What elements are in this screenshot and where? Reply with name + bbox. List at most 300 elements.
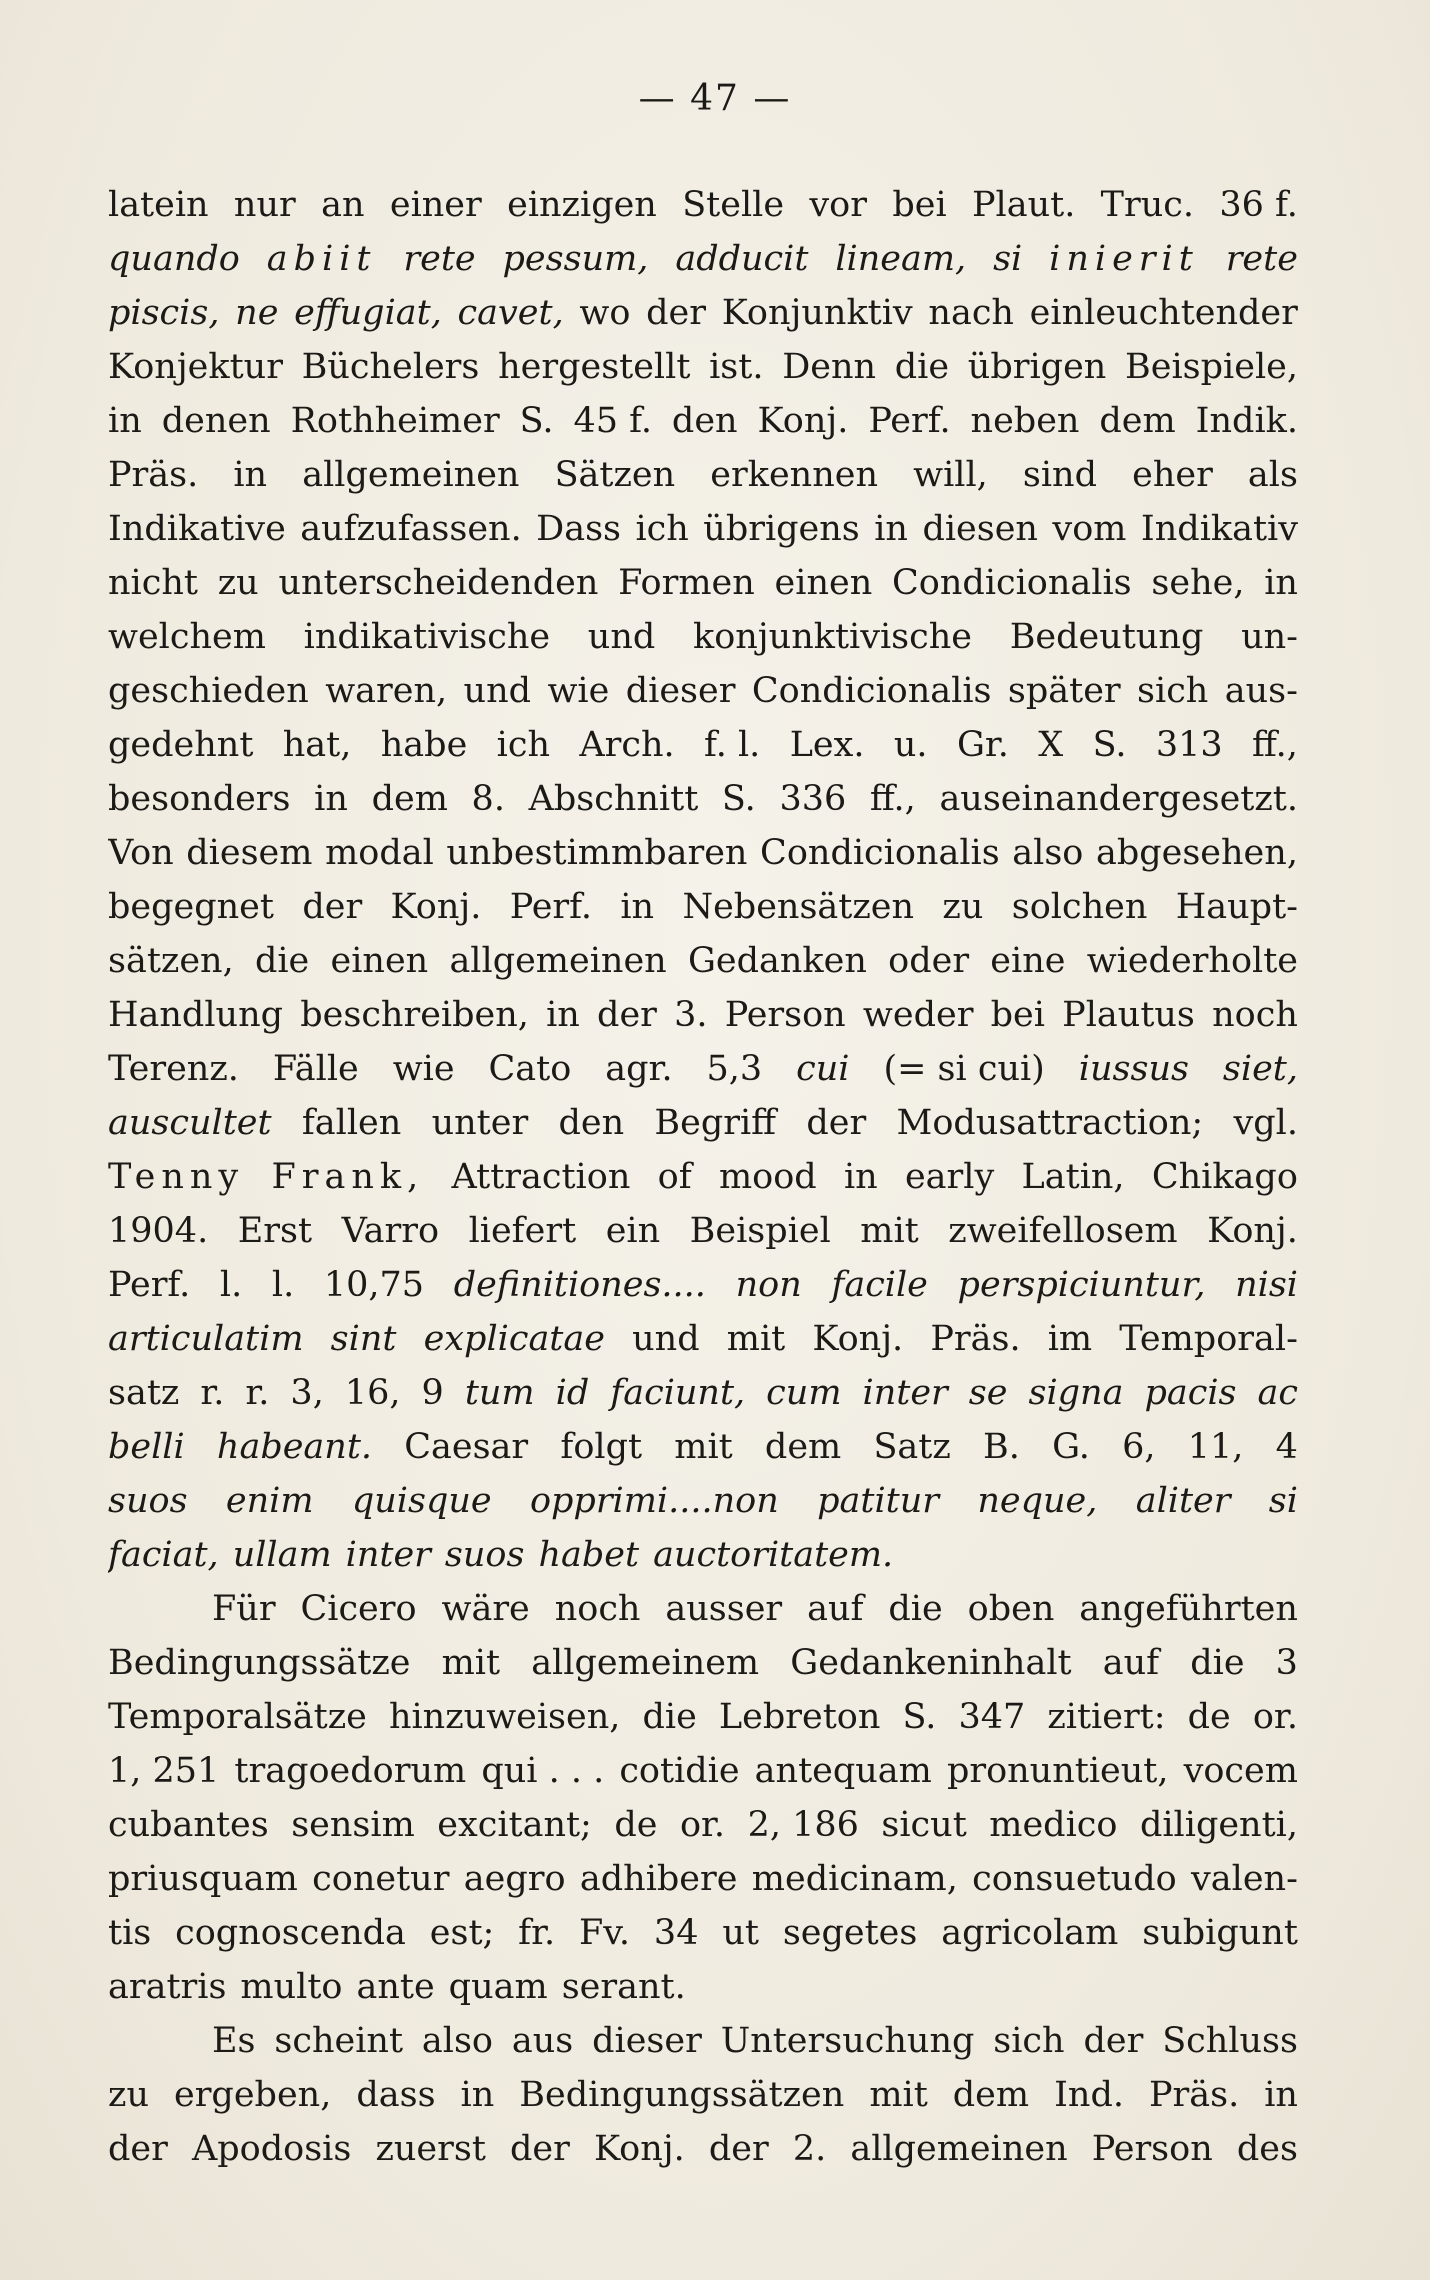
word: cum: [766, 1373, 842, 1413]
word: ein: [605, 1211, 661, 1251]
text-line: [108, 394, 1298, 448]
text-line: [108, 448, 1298, 502]
word: der: [708, 2129, 769, 2169]
word: sich: [993, 2021, 1065, 2061]
word: in: [1264, 563, 1298, 603]
word: indikativische: [303, 617, 551, 657]
word: will,: [913, 455, 988, 495]
word: noch: [554, 1589, 641, 1629]
word: Person: [1091, 2129, 1213, 2169]
word: mit: [674, 1427, 733, 1467]
word: Indikative: [108, 509, 286, 549]
word: valen-: [1191, 1859, 1298, 1899]
text-line: [108, 934, 1298, 988]
word: aufzufassen.: [300, 509, 522, 549]
word: aratris: [108, 1967, 227, 2007]
word: wo: [579, 293, 631, 333]
text-line: [108, 772, 1298, 826]
word: of: [657, 1157, 692, 1197]
word: der: [1083, 2021, 1144, 2061]
word: pronuntieut,: [946, 1751, 1169, 1791]
word: latein: [108, 185, 209, 225]
word: or.: [1252, 1697, 1298, 1737]
word: qui . . .: [481, 1751, 605, 1791]
word: S.: [1092, 725, 1127, 765]
text-line: [108, 1474, 1298, 1528]
word: nicht: [108, 563, 198, 603]
word: zweifellosem: [948, 1211, 1178, 1251]
word: Temporal-: [1119, 1319, 1298, 1359]
word: einen: [774, 563, 873, 603]
word: Caesar: [404, 1427, 529, 1467]
word: Tenny: [108, 1157, 245, 1197]
word: des: [1236, 2129, 1298, 2169]
word: aegro: [463, 1859, 566, 1899]
word: un-: [1241, 617, 1298, 657]
word: solchen: [1011, 887, 1148, 927]
word: Präs.: [1148, 2075, 1240, 2115]
word: Terenz.: [108, 1049, 239, 1089]
word: serant.: [561, 1967, 686, 2007]
word: den: [671, 401, 738, 441]
word: Gr.: [956, 725, 1009, 765]
word: inierit: [1049, 239, 1199, 279]
word: Fälle: [272, 1049, 359, 1089]
word: bei: [892, 185, 947, 225]
text-line: [108, 2122, 1298, 2176]
word: auseinandergesetzt.: [939, 779, 1298, 819]
page-number: — 47 —: [638, 78, 792, 119]
word: Attraction: [451, 1157, 631, 1197]
word: de: [614, 1805, 658, 1845]
word: dass: [356, 2075, 436, 2115]
word: Nebensätzen: [682, 887, 915, 927]
word: neque,: [977, 1481, 1098, 1521]
word: X: [1038, 725, 1064, 765]
word: einzigen: [507, 185, 657, 225]
text-line: [108, 556, 1298, 610]
word: Von: [108, 833, 174, 873]
word: 4: [1275, 1427, 1298, 1467]
text-line: [108, 1150, 1298, 1204]
word: der: [510, 2129, 570, 2169]
word: in: [108, 401, 142, 441]
word: eine: [990, 941, 1066, 981]
word: hinzuweisen,: [388, 1697, 621, 1737]
word: suos: [444, 1535, 525, 1575]
word: waren,: [325, 671, 448, 711]
text-line: [108, 1420, 1298, 1474]
word: priusquam: [108, 1859, 298, 1899]
word: zu: [108, 2075, 149, 2115]
word: Präs.: [108, 455, 199, 495]
word: bei: [990, 995, 1045, 1035]
word: sensim: [291, 1805, 415, 1845]
word: fr.: [518, 1913, 556, 1953]
word: cavet,: [457, 293, 564, 333]
word: Ind.: [1054, 2075, 1124, 2115]
text-line: [108, 1690, 1298, 1744]
text-line: [108, 718, 1298, 772]
word: habeant.: [216, 1427, 373, 1467]
word: ausser: [665, 1589, 783, 1629]
word: Präs.: [930, 1319, 1021, 1359]
word: sehe,: [1151, 563, 1245, 603]
word: subigunt: [1142, 1913, 1298, 1953]
word: also: [421, 2021, 493, 2061]
word: definitiones....: [453, 1265, 706, 1305]
word: Konjektur: [108, 347, 283, 387]
text-line: [108, 1906, 1298, 1960]
word: in: [620, 887, 655, 927]
word: 9: [421, 1373, 444, 1413]
word: allgemeinen: [850, 2129, 1068, 2169]
word: G.: [1052, 1427, 1090, 1467]
word: Truc.: [1100, 185, 1195, 225]
word: f. l.: [704, 725, 761, 765]
word: de: [1187, 1697, 1231, 1737]
word: Condicionalis: [892, 563, 1132, 603]
word: mood: [718, 1157, 817, 1197]
word: vor: [809, 185, 867, 225]
text-line: [108, 1042, 1298, 1096]
word: habe: [380, 725, 468, 765]
word: Bedingungssätzen: [519, 2075, 845, 2115]
body-text: [108, 178, 1298, 2176]
word: abgesehen,: [1095, 833, 1298, 873]
word: Perf.: [108, 1265, 191, 1305]
word: beschreiben,: [300, 995, 529, 1035]
word: Dass: [536, 509, 622, 549]
word: vom: [1052, 509, 1127, 549]
word: begegnet: [108, 887, 274, 927]
text-line: [108, 1204, 1298, 1258]
word: liefert: [468, 1211, 577, 1251]
word: übrigens: [703, 509, 860, 549]
word: si: [1268, 1481, 1298, 1521]
word: der: [646, 293, 706, 333]
word: pessum,: [502, 239, 649, 279]
word: facile: [831, 1265, 928, 1305]
word: early: [904, 1157, 995, 1197]
word: quando: [108, 239, 240, 279]
word: aliter: [1135, 1481, 1231, 1521]
word: mit: [869, 2075, 928, 2115]
word: dieser: [592, 2021, 702, 2061]
word: medicinam,: [751, 1859, 958, 1899]
word: Es: [212, 2021, 256, 2061]
word: weder: [862, 995, 974, 1035]
word: nach: [928, 293, 1014, 333]
text-line: [108, 286, 1298, 340]
text-line: [108, 880, 1298, 934]
text-line: [108, 1744, 1298, 1798]
word: der: [302, 887, 363, 927]
word: Beispiele,: [1125, 347, 1298, 387]
word: auf: [1102, 1643, 1160, 1683]
word: r.: [245, 1373, 270, 1413]
word: folgt: [560, 1427, 643, 1467]
word: articulatim: [108, 1319, 304, 1359]
word: 36 f.: [1219, 185, 1298, 225]
word: Stelle: [682, 185, 785, 225]
word: Abschnitt: [528, 779, 699, 819]
word: allgemeinen: [302, 455, 520, 495]
word: Bedingungssätze: [108, 1643, 411, 1683]
word: patitur: [817, 1481, 939, 1521]
word: zitiert:: [1047, 1697, 1166, 1737]
word: mit: [726, 1319, 786, 1359]
word: Gedanken: [687, 941, 867, 981]
word: 1, 251: [108, 1751, 220, 1791]
text-line: [108, 610, 1298, 664]
word: in: [460, 2075, 495, 2115]
word: nisi: [1235, 1265, 1298, 1305]
word: rete: [1225, 239, 1298, 279]
word: und: [463, 671, 532, 711]
word: ff.,: [869, 779, 916, 819]
word: Satz: [873, 1427, 951, 1467]
word: also: [1012, 833, 1084, 873]
word: 34: [653, 1913, 699, 1953]
text-line: [108, 502, 1298, 556]
text-line: [108, 1312, 1298, 1366]
word: in: [843, 1157, 878, 1197]
word: Bedeutung: [1009, 617, 1204, 657]
word: die: [894, 347, 950, 387]
word: adducit: [675, 239, 809, 279]
word: Lebreton: [718, 1697, 881, 1737]
word: in: [546, 995, 580, 1035]
word: satz: [108, 1373, 180, 1413]
word: Cato: [488, 1049, 572, 1089]
word: zu: [942, 887, 984, 927]
word: Person: [724, 995, 846, 1035]
word: den: [558, 1103, 625, 1143]
word: konjunktivische: [692, 617, 972, 657]
word: wie: [547, 671, 610, 711]
word: ante: [356, 1967, 435, 2007]
word: auctoritatem.: [653, 1535, 894, 1575]
word: opprimi....non: [529, 1481, 779, 1521]
word: eher: [1132, 455, 1213, 495]
word: sint: [330, 1319, 397, 1359]
word: unbestimmbaren: [446, 833, 748, 873]
word: 3.: [674, 995, 708, 1035]
word: angeführten: [1079, 1589, 1298, 1629]
word: an: [321, 185, 365, 225]
word: Perf.: [509, 887, 592, 927]
word: Varro: [341, 1211, 440, 1251]
word: mit: [441, 1643, 501, 1683]
word: Condicionalis: [760, 833, 1000, 873]
word: tum: [464, 1373, 535, 1413]
word: Frank,: [271, 1157, 425, 1197]
word: der: [806, 1103, 867, 1143]
word: hat,: [282, 725, 352, 765]
word: quam: [448, 1967, 548, 2007]
word: der: [108, 2129, 168, 2169]
word: modal: [325, 833, 434, 873]
word: S.: [721, 779, 756, 819]
word: nur: [233, 185, 296, 225]
word: dem: [952, 2075, 1030, 2115]
word: in: [1264, 2075, 1298, 2115]
word: Konj.: [757, 401, 849, 441]
word: non: [735, 1265, 802, 1305]
word: ist.: [709, 347, 764, 387]
word: 2.: [792, 2129, 827, 2169]
word: sind: [1022, 455, 1097, 495]
text-line: [108, 826, 1298, 880]
word: oder: [888, 941, 970, 981]
word: Indikativ: [1140, 509, 1298, 549]
word: vocem: [1183, 1751, 1298, 1791]
word: tragoedorum: [234, 1751, 467, 1791]
text-line: [108, 2014, 1298, 2068]
word: pacis: [1144, 1373, 1237, 1413]
word: Schluss: [1162, 2021, 1298, 2061]
text-line: [108, 1528, 1298, 1582]
word: Beispiel: [689, 1211, 831, 1251]
word: or.: [679, 1805, 726, 1845]
word: suos: [108, 1481, 188, 1521]
text-line: [108, 988, 1298, 1042]
word: welchem: [108, 617, 266, 657]
word: wäre: [441, 1589, 530, 1629]
text-line: [108, 1096, 1298, 1150]
word: auscultet: [108, 1103, 272, 1143]
word: faciunt,: [610, 1373, 746, 1413]
word: inter: [345, 1535, 431, 1575]
word: est;: [429, 1913, 495, 1953]
word: faciat,: [108, 1535, 219, 1575]
word: 5,3: [706, 1049, 763, 1089]
word: die: [888, 1589, 943, 1629]
word: oben: [967, 1589, 1055, 1629]
word: zuerst: [375, 2129, 486, 2169]
word: wiederholte: [1086, 941, 1298, 981]
word: cui: [796, 1049, 850, 1089]
text-line: [108, 1366, 1298, 1420]
word: Sätzen: [554, 455, 676, 495]
text-line: [108, 232, 1298, 286]
word: Lex.: [789, 725, 865, 765]
word: Modusattraction;: [896, 1103, 1204, 1143]
word: Denn: [782, 347, 877, 387]
word: Formen: [618, 563, 755, 603]
word: perspiciuntur,: [957, 1265, 1206, 1305]
word: 6,: [1122, 1427, 1156, 1467]
word: cubantes: [108, 1805, 269, 1845]
word: gedehnt: [108, 725, 254, 765]
word: cotidie: [619, 1751, 740, 1791]
text-line: [108, 2068, 1298, 2122]
word: die: [1190, 1643, 1245, 1683]
text-line: [108, 340, 1298, 394]
word: ich: [496, 725, 550, 765]
word: Arch.: [579, 725, 675, 765]
word: Handlung: [108, 995, 284, 1035]
word: diesen: [922, 509, 1038, 549]
word: unterscheidenden: [278, 563, 599, 603]
word: zu: [217, 563, 259, 603]
word: in: [233, 455, 268, 495]
word: explicatae: [423, 1319, 605, 1359]
word: Für: [212, 1589, 276, 1629]
word: (= si cui): [883, 1049, 1045, 1089]
word: Plaut.: [971, 185, 1076, 225]
word: diligenti,: [1139, 1805, 1298, 1845]
text-line: [108, 664, 1298, 718]
word: auf: [807, 1589, 864, 1629]
word: dem: [1099, 401, 1176, 441]
word: inter: [862, 1373, 948, 1413]
word: allgemeinem: [531, 1643, 760, 1683]
word: im: [1047, 1319, 1093, 1359]
word: Cicero: [300, 1589, 417, 1629]
word: besonders: [108, 779, 291, 819]
word: 3,: [290, 1373, 324, 1413]
word: dem: [371, 779, 448, 819]
word: ut: [722, 1913, 759, 1953]
word: wie: [392, 1049, 455, 1089]
word: ergeben,: [173, 2075, 332, 2115]
word: noch: [1212, 995, 1298, 1035]
word: 11,: [1187, 1427, 1244, 1467]
word: hergestellt: [498, 347, 691, 387]
word: excitant;: [437, 1805, 592, 1845]
word: effugiat,: [294, 293, 442, 333]
word: Konjunktiv: [721, 293, 913, 333]
word: 347: [958, 1697, 1026, 1737]
text-line: [108, 178, 1298, 232]
word: Perf.: [868, 401, 951, 441]
word: ullam: [232, 1535, 332, 1575]
word: 1904.: [108, 1211, 209, 1251]
word: neben: [970, 401, 1080, 441]
word: cognoscenda: [175, 1913, 406, 1953]
word: medico: [989, 1805, 1118, 1845]
word: einer: [389, 185, 482, 225]
word: Indik.: [1195, 401, 1298, 441]
word: die: [642, 1697, 697, 1737]
word: ich: [635, 509, 689, 549]
word: 8.: [471, 779, 505, 819]
word: antequam: [754, 1751, 932, 1791]
word: Begriff: [654, 1103, 777, 1143]
word: aus: [511, 2021, 574, 2061]
word: abiit: [266, 239, 377, 279]
word: B.: [983, 1427, 1020, 1467]
word: dieser: [625, 671, 736, 711]
word: vgl.: [1233, 1103, 1298, 1143]
word: se: [968, 1373, 1008, 1413]
word: piscis,: [108, 293, 220, 333]
word: in: [314, 779, 348, 819]
word: Apodosis: [191, 2129, 352, 2169]
word: 3: [1275, 1643, 1298, 1683]
word: agr.: [605, 1049, 673, 1089]
word: Büchelers: [301, 347, 480, 387]
word: Latin,: [1021, 1157, 1125, 1197]
word: 2, 186: [747, 1805, 859, 1845]
text-line: [108, 1582, 1298, 1636]
word: tis: [108, 1913, 152, 1953]
text-line: [108, 1960, 1298, 2014]
word: übrigen: [967, 347, 1107, 387]
word: Plautus: [1062, 995, 1195, 1035]
